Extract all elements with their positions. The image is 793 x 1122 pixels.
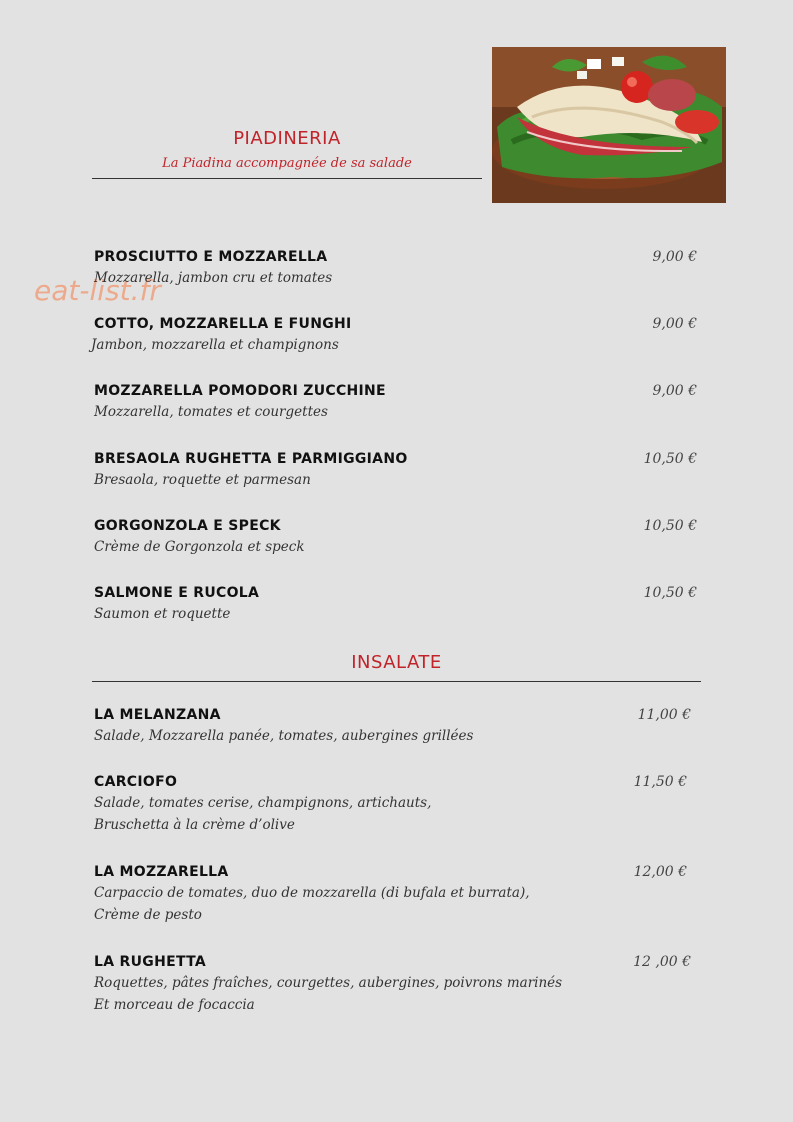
item-description: Mozzarella, tomates et courgettes: [94, 404, 328, 420]
item-description-line2: Et morceau de focaccia: [94, 997, 255, 1013]
item-price: 9,00 €: [652, 249, 697, 265]
item-name: LA RUGHETTA: [94, 954, 207, 970]
menu-item: [94, 449, 408, 491]
item-name: COTTO, MOZZARELLA E FUNGHI: [94, 316, 352, 332]
item-price: 12,00 €: [633, 864, 687, 880]
menu-item: [94, 862, 530, 926]
menu-item: [94, 381, 386, 423]
menu-item: [94, 952, 562, 1016]
piadineria-divider: [92, 178, 482, 179]
piadineria-title: PIADINERIA: [233, 128, 341, 149]
menu-item: [94, 247, 332, 289]
item-description: Jambon, mozzarella et champignons: [91, 337, 339, 353]
item-description: Salade, tomates cerise, champignons, artichauts,: [94, 795, 432, 811]
item-name: CARCIOFO: [94, 774, 178, 790]
item-price: 10,50 €: [643, 451, 697, 467]
piadina-photo: [492, 47, 726, 203]
item-price: 9,00 €: [652, 316, 697, 332]
item-name: SALMONE E RUCOLA: [94, 585, 260, 601]
item-name: PROSCIUTTO E MOZZARELLA: [94, 249, 328, 265]
item-price: 10,50 €: [643, 585, 697, 601]
item-price: 11,00 €: [637, 707, 691, 723]
item-description: Bresaola, roquette et parmesan: [94, 472, 311, 488]
item-description: Carpaccio de tomates, duo de mozzarella (di bufala et burrata),: [94, 885, 530, 901]
item-name: LA MELANZANA: [94, 707, 221, 723]
item-description-line2: Crème de pesto: [94, 907, 202, 923]
item-price: 9,00 €: [652, 383, 697, 399]
menu-item: [91, 314, 352, 356]
item-price: 10,50 €: [643, 518, 697, 534]
menu-item: [94, 516, 305, 558]
menu-item: [94, 772, 431, 836]
item-description: Salade, Mozzarella panée, tomates, aubergines grillées: [94, 728, 474, 744]
item-name: BRESAOLA RUGHETTA E PARMIGGIANO: [94, 451, 408, 467]
piadineria-subtitle: La Piadina accompagnée de sa salade: [162, 156, 412, 171]
item-description: Crème de Gorgonzola et speck: [94, 539, 305, 555]
menu-item: [94, 583, 259, 625]
item-name: GORGONZOLA E SPECK: [94, 518, 281, 534]
item-price: 12 ,00 €: [633, 954, 691, 970]
menu-item: [94, 705, 473, 747]
item-description: Saumon et roquette: [94, 606, 231, 622]
item-name: LA MOZZARELLA: [94, 864, 229, 880]
item-price: 11,50 €: [633, 774, 687, 790]
insalate-title: INSALATE: [351, 652, 442, 673]
item-description-line2: Bruschetta à la crème d’olive: [94, 817, 295, 833]
item-description: Roquettes, pâtes fraîches, courgettes, aubergines, poivrons marinés: [94, 975, 563, 991]
item-name: MOZZARELLA POMODORI ZUCCHINE: [94, 383, 386, 399]
watermark: eat-list.fr: [34, 274, 161, 307]
insalate-divider: [92, 681, 701, 682]
item-description: Mozzarella, jambon cru et tomates: [94, 270, 333, 286]
